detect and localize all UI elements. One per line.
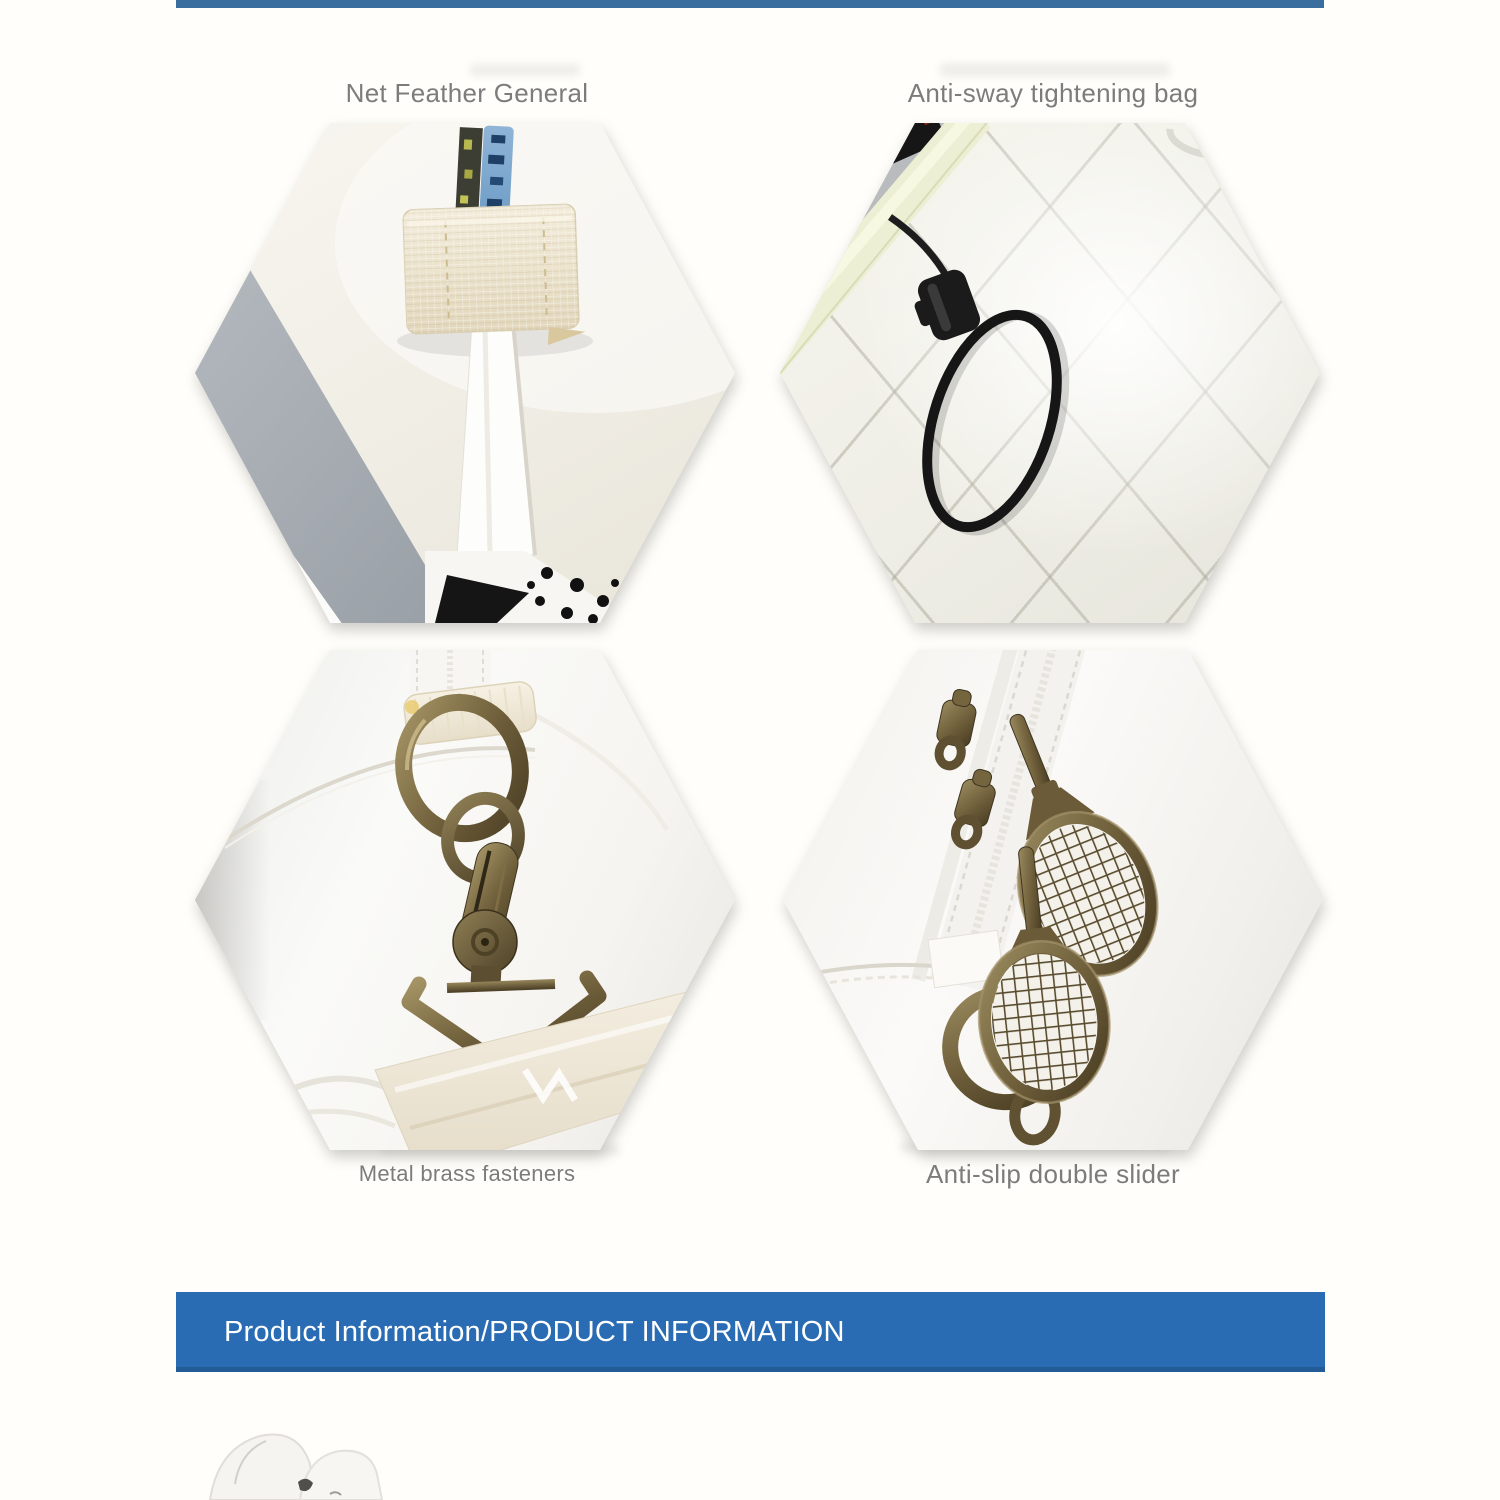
section-banner-title: Product Information/PRODUCT INFORMATION [224, 1315, 845, 1348]
feature-title-net-feather-general: Net Feather General [345, 78, 589, 108]
feature-image-metal-brass-fasteners [195, 650, 735, 1150]
feature-title-metal-brass-fasteners: Metal brass fasteners [358, 1161, 576, 1186]
feature-title-anti-slip-double-slider: Anti-slip double slider [925, 1159, 1181, 1189]
next-section-photo-fragment [180, 1424, 440, 1500]
feature-image-anti-slip-double-slider [783, 650, 1323, 1150]
section-banner [176, 1292, 1325, 1372]
feature-title-anti-sway: Anti-sway tightening bag [907, 78, 1199, 108]
feature-image-net-feather-general [195, 123, 735, 623]
text-artifact [470, 64, 580, 76]
text-artifact [940, 63, 1170, 77]
feature-image-anti-sway [780, 123, 1320, 623]
top-divider-bar [176, 0, 1324, 8]
